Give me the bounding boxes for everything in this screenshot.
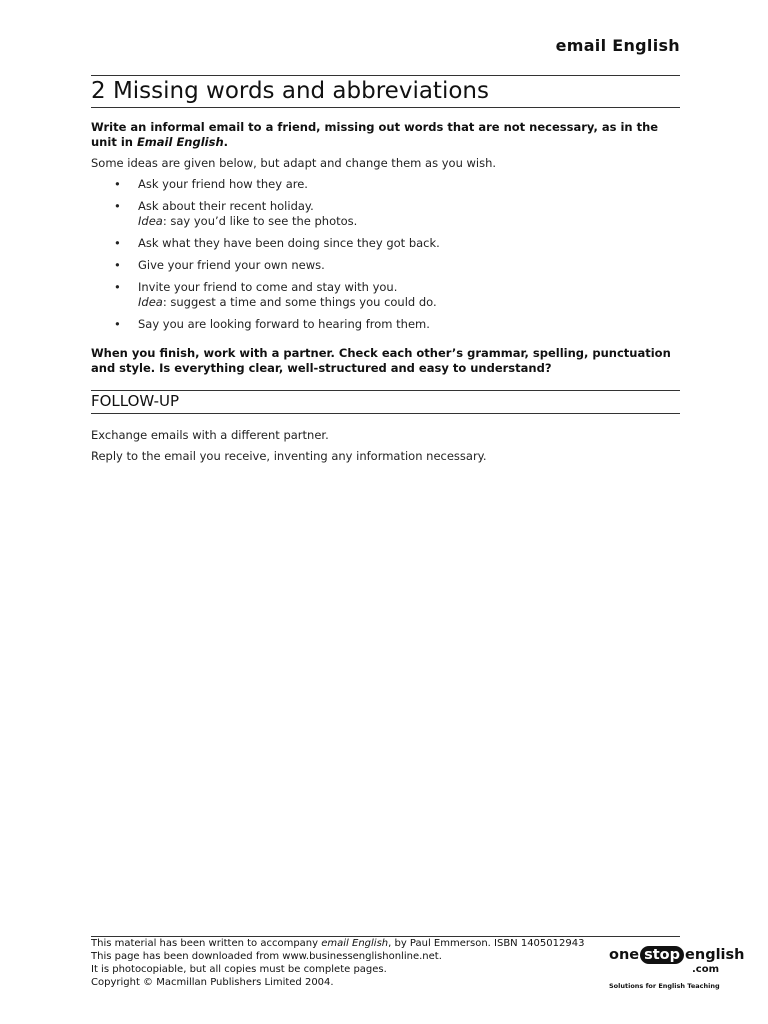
logo-stop: stop	[640, 946, 684, 964]
footer-line	[91, 937, 584, 950]
follow-up-heading: FOLLOW-UP	[91, 392, 180, 410]
list-item-text: Ask what they have been doing since they got back.	[138, 236, 440, 250]
logo-wordmark	[609, 946, 744, 964]
list-item	[91, 177, 651, 192]
closing-instructions: When you finish, work with a partner. Check each other’s grammar, spelling, punctuation and style. Is everything clear, well-structured and easy to understand?	[91, 346, 671, 375]
title-rule-bottom	[91, 107, 680, 108]
bullet-icon: •	[114, 258, 121, 272]
ideas-intro: Some ideas are given below, but adapt and change them as you wish.	[91, 156, 497, 170]
logo-english: english	[685, 947, 745, 963]
intro-text: Write an informal email to a friend, missing out words that are not necessary, as in the unit in	[91, 120, 659, 149]
footer-line: This page has been downloaded from www.businessenglishonline.net.	[91, 951, 442, 962]
bullet-icon: •	[114, 317, 121, 331]
task-instructions	[91, 120, 680, 150]
list-item-text: Say you are looking forward to hearing from them.	[138, 317, 430, 331]
bullet-icon: •	[114, 177, 121, 191]
footer-line1-post: , by Paul Emmerson. ISBN 1405012943	[388, 938, 585, 949]
list-item	[91, 199, 651, 229]
list-item-text: Invite your friend to come and stay with you.	[138, 280, 398, 294]
idea-label: Idea	[138, 295, 163, 309]
worksheet-page	[91, 0, 745, 1024]
intro-book-title: Email English	[136, 135, 224, 149]
footer-book-title: email English	[321, 938, 389, 949]
idea-label: Idea	[138, 214, 163, 228]
list-item	[91, 236, 651, 251]
onestopenglish-logo	[609, 946, 745, 994]
footer-line1-pre: This material has been written to accompany	[91, 938, 322, 949]
footer-copyright	[91, 937, 584, 989]
bullet-icon: •	[114, 280, 121, 294]
logo-com: .com	[691, 964, 719, 975]
list-item	[91, 258, 651, 273]
follow-up-item: Exchange emails with a different partner.	[91, 428, 329, 442]
footer-line: It is photocopiable, but all copies must be complete pages.	[91, 964, 387, 975]
list-item-text: Ask about their recent holiday.	[138, 199, 314, 213]
ideas-list	[91, 177, 651, 339]
follow-up-rule-bottom	[91, 413, 680, 414]
idea-text: : suggest a time and some things you could do.	[162, 295, 437, 309]
intro-end: .	[223, 135, 229, 149]
idea-text: : say you’d like to see the photos.	[162, 214, 358, 228]
header-brand: email English	[555, 36, 680, 55]
bullet-icon: •	[114, 236, 121, 250]
logo-one: one	[609, 947, 640, 963]
follow-up-items	[91, 428, 487, 470]
list-item	[91, 280, 651, 310]
list-item-text: Give your friend your own news.	[138, 258, 325, 272]
follow-up-rule-top	[91, 390, 680, 391]
list-item-text: Ask your friend how they are.	[138, 177, 308, 191]
list-item	[91, 317, 651, 332]
page-title: 2 Missing words and abbreviations	[91, 78, 489, 104]
logo-tagline: Solutions for English Teaching	[609, 982, 720, 990]
footer-line: Copyright © Macmillan Publishers Limited 2004.	[91, 977, 334, 988]
bullet-icon: •	[114, 199, 121, 213]
follow-up-item: Reply to the email you receive, inventing any information necessary.	[91, 449, 487, 463]
